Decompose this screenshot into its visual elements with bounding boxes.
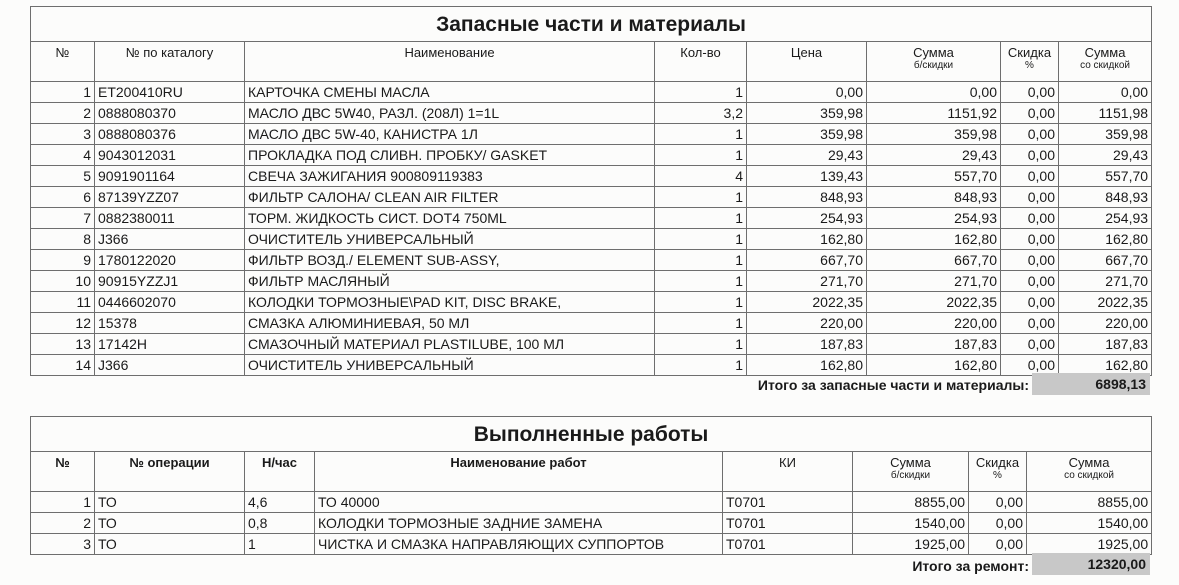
table-row xyxy=(31,492,1152,513)
norm-hours: 4,6 xyxy=(245,492,315,513)
norm-hours: 1 xyxy=(245,534,315,555)
sum-no-discount: 848,93 xyxy=(867,187,1001,208)
price: 0,00 xyxy=(747,82,867,103)
catalog-number: 0888080376 xyxy=(95,124,245,145)
table-row xyxy=(31,229,1152,250)
col-operation: № операции xyxy=(95,452,245,492)
sum-with-discount: 848,93 xyxy=(1059,187,1152,208)
item-name: СВЕЧА ЗАЖИГАНИЯ 900809119383 xyxy=(245,166,655,187)
catalog-number: 90915YZZJ1 xyxy=(95,271,245,292)
sum-no-discount: 1151,92 xyxy=(867,103,1001,124)
col-discount-label: Скидка xyxy=(975,455,1020,470)
price: 359,98 xyxy=(747,103,867,124)
item-name: ПРОКЛАДКА ПОД СЛИВН. ПРОБКУ/ GASKET xyxy=(245,145,655,166)
item-name: МАСЛО ДВС 5W-40, КАНИСТРА 1Л xyxy=(245,124,655,145)
quantity: 1 xyxy=(655,271,747,292)
discount: 0,00 xyxy=(1001,229,1059,250)
sum-no-discount: 162,80 xyxy=(867,355,1001,376)
sum-no-discount: 8855,00 xyxy=(853,492,969,513)
col-num: № xyxy=(31,42,95,82)
work-name: ТО 40000 xyxy=(315,492,723,513)
row-number: 13 xyxy=(31,334,95,355)
catalog-number: J366 xyxy=(95,355,245,376)
sum-with-discount: 271,70 xyxy=(1059,271,1152,292)
sum-no-discount: 254,93 xyxy=(867,208,1001,229)
table-row xyxy=(31,250,1152,271)
discount: 0,00 xyxy=(1001,250,1059,271)
quantity: 3,2 xyxy=(655,103,747,124)
col-sum-disc-label: Сумма xyxy=(1084,45,1126,60)
col-sum-sub: б/скидки xyxy=(913,60,954,71)
row-number: 11 xyxy=(31,292,95,313)
col-sum-sub: б/скидки xyxy=(890,470,931,481)
item-name: ОЧИСТИТЕЛЬ УНИВЕРСАЛЬНЫЙ xyxy=(245,355,655,376)
item-name: ОЧИСТИТЕЛЬ УНИВЕРСАЛЬНЫЙ xyxy=(245,229,655,250)
work-name: ЧИСТКА И СМАЗКА НАПРАВЛЯЮЩИХ СУППОРТОВ xyxy=(315,534,723,555)
price: 271,70 xyxy=(747,271,867,292)
discount: 0,00 xyxy=(1001,313,1059,334)
sum-with-discount: 557,70 xyxy=(1059,166,1152,187)
operation-number: ТО xyxy=(95,492,245,513)
discount: 0,00 xyxy=(969,492,1027,513)
item-name: МАСЛО ДВС 5W40, РАЗЛ. (208Л) 1=1L xyxy=(245,103,655,124)
operation-number: ТО xyxy=(95,513,245,534)
sum-no-discount: 2022,35 xyxy=(867,292,1001,313)
works-title: Выполненные работы xyxy=(31,417,1152,452)
sum-no-discount: 271,70 xyxy=(867,271,1001,292)
row-number: 14 xyxy=(31,355,95,376)
quantity: 1 xyxy=(655,355,747,376)
discount: 0,00 xyxy=(1001,82,1059,103)
col-num: № xyxy=(31,452,95,492)
discount: 0,00 xyxy=(1001,355,1059,376)
col-catalog: № по каталогу xyxy=(95,42,245,82)
catalog-number: 9091901164 xyxy=(95,166,245,187)
row-number: 4 xyxy=(31,145,95,166)
table-row xyxy=(31,355,1152,376)
col-sum-disc-sub: со скидкой xyxy=(1080,60,1130,71)
table-row xyxy=(31,292,1152,313)
item-name: ФИЛЬТР ВОЗД./ ELEMENT SUB-ASSY, xyxy=(245,250,655,271)
discount: 0,00 xyxy=(969,513,1027,534)
sum-no-discount: 0,00 xyxy=(867,82,1001,103)
price: 2022,35 xyxy=(747,292,867,313)
row-number: 2 xyxy=(31,513,95,534)
sum-with-discount: 162,80 xyxy=(1059,229,1152,250)
table-row xyxy=(31,82,1152,103)
catalog-number: ET200410RU xyxy=(95,82,245,103)
discount: 0,00 xyxy=(969,534,1027,555)
col-discount xyxy=(1001,42,1059,82)
work-name: КОЛОДКИ ТОРМОЗНЫЕ ЗАДНИЕ ЗАМЕНА xyxy=(315,513,723,534)
quantity: 1 xyxy=(655,250,747,271)
catalog-number: 1780122020 xyxy=(95,250,245,271)
price: 848,93 xyxy=(747,187,867,208)
col-discount-sub: % xyxy=(1025,60,1034,71)
sum-no-discount: 187,83 xyxy=(867,334,1001,355)
table-row xyxy=(31,103,1152,124)
discount: 0,00 xyxy=(1001,166,1059,187)
col-work-name: Наименование работ xyxy=(315,452,723,492)
price: 139,43 xyxy=(747,166,867,187)
parts-total-value: 6898,13 xyxy=(1032,373,1150,395)
price: 162,80 xyxy=(747,229,867,250)
sum-no-discount: 1540,00 xyxy=(853,513,969,534)
row-number: 6 xyxy=(31,187,95,208)
parts-total-label: Итого за запасные части и материалы: xyxy=(757,377,1029,393)
quantity: 1 xyxy=(655,124,747,145)
sum-no-discount: 220,00 xyxy=(867,313,1001,334)
row-number: 12 xyxy=(31,313,95,334)
row-number: 5 xyxy=(31,166,95,187)
price: 220,00 xyxy=(747,313,867,334)
sum-with-discount: 254,93 xyxy=(1059,208,1152,229)
catalog-number: 15378 xyxy=(95,313,245,334)
catalog-number: 87139YZZ07 xyxy=(95,187,245,208)
discount: 0,00 xyxy=(1001,334,1059,355)
sum-with-discount: 220,00 xyxy=(1059,313,1152,334)
table-row xyxy=(31,166,1152,187)
price: 29,43 xyxy=(747,145,867,166)
row-number: 10 xyxy=(31,271,95,292)
ki-code: T0701 xyxy=(723,534,853,555)
col-discount-sub: % xyxy=(993,470,1002,481)
sum-with-discount: 8855,00 xyxy=(1027,492,1152,513)
row-number: 3 xyxy=(31,124,95,145)
works-total-label: Итого за ремонт: xyxy=(912,558,1029,574)
col-ki: КИ xyxy=(723,452,853,492)
sum-with-discount: 359,98 xyxy=(1059,124,1152,145)
sum-with-discount: 29,43 xyxy=(1059,145,1152,166)
price: 162,80 xyxy=(747,355,867,376)
quantity: 1 xyxy=(655,313,747,334)
table-row xyxy=(31,271,1152,292)
parts-table xyxy=(30,6,1152,376)
quantity: 1 xyxy=(655,82,747,103)
col-sum-disc-label: Сумма xyxy=(1068,455,1110,470)
sum-with-discount: 2022,35 xyxy=(1059,292,1152,313)
sum-no-discount: 359,98 xyxy=(867,124,1001,145)
works-total-value: 12320,00 xyxy=(1032,553,1150,575)
quantity: 1 xyxy=(655,187,747,208)
catalog-number: 0446602070 xyxy=(95,292,245,313)
discount: 0,00 xyxy=(1001,292,1059,313)
table-row xyxy=(31,208,1152,229)
row-number: 8 xyxy=(31,229,95,250)
sum-with-discount: 1925,00 xyxy=(1027,534,1152,555)
discount: 0,00 xyxy=(1001,208,1059,229)
quantity: 1 xyxy=(655,229,747,250)
price: 359,98 xyxy=(747,124,867,145)
catalog-number: 0882380011 xyxy=(95,208,245,229)
catalog-number: 17142H xyxy=(95,334,245,355)
ki-code: T0701 xyxy=(723,513,853,534)
works-table xyxy=(30,416,1152,555)
table-row xyxy=(31,145,1152,166)
sum-no-discount: 1925,00 xyxy=(853,534,969,555)
sum-no-discount: 667,70 xyxy=(867,250,1001,271)
col-hours: Н/час xyxy=(245,452,315,492)
table-row xyxy=(31,334,1152,355)
sum-with-discount: 667,70 xyxy=(1059,250,1152,271)
row-number: 7 xyxy=(31,208,95,229)
row-number: 9 xyxy=(31,250,95,271)
catalog-number: 9043012031 xyxy=(95,145,245,166)
price: 667,70 xyxy=(747,250,867,271)
parts-title: Запасные части и материалы xyxy=(31,7,1152,42)
ki-code: T0701 xyxy=(723,492,853,513)
sum-with-discount: 162,80 xyxy=(1059,355,1152,376)
price: 254,93 xyxy=(747,208,867,229)
item-name: СМАЗОЧНЫЙ МАТЕРИАЛ PLASTILUBE, 100 МЛ xyxy=(245,334,655,355)
price: 187,83 xyxy=(747,334,867,355)
col-sum xyxy=(853,452,969,492)
row-number: 2 xyxy=(31,103,95,124)
sum-with-discount: 1151,98 xyxy=(1059,103,1152,124)
table-row xyxy=(31,124,1152,145)
table-row xyxy=(31,513,1152,534)
item-name: СМАЗКА АЛЮМИНИЕВАЯ, 50 МЛ xyxy=(245,313,655,334)
col-sum-label: Сумма xyxy=(890,455,931,470)
item-name: ФИЛЬТР САЛОНА/ CLEAN AIR FILTER xyxy=(245,187,655,208)
item-name: ТОРМ. ЖИДКОСТЬ СИСТ. DOT4 750ML xyxy=(245,208,655,229)
discount: 0,00 xyxy=(1001,103,1059,124)
sum-no-discount: 162,80 xyxy=(867,229,1001,250)
catalog-number: 0888080370 xyxy=(95,103,245,124)
quantity: 1 xyxy=(655,334,747,355)
row-number: 1 xyxy=(31,492,95,513)
item-name: КАРТОЧКА СМЕНЫ МАСЛА xyxy=(245,82,655,103)
col-discount-label: Скидка xyxy=(1007,45,1052,60)
quantity: 1 xyxy=(655,145,747,166)
sum-with-discount: 1540,00 xyxy=(1027,513,1152,534)
row-number: 3 xyxy=(31,534,95,555)
table-row xyxy=(31,313,1152,334)
col-sum-discounted xyxy=(1059,42,1152,82)
col-name: Наименование xyxy=(245,42,655,82)
discount: 0,00 xyxy=(1001,187,1059,208)
operation-number: ТО xyxy=(95,534,245,555)
discount: 0,00 xyxy=(1001,124,1059,145)
col-sum-label: Сумма xyxy=(913,45,954,60)
col-sum-discounted xyxy=(1027,452,1152,492)
discount: 0,00 xyxy=(1001,145,1059,166)
sum-with-discount: 0,00 xyxy=(1059,82,1152,103)
quantity: 1 xyxy=(655,292,747,313)
item-name: КОЛОДКИ ТОРМОЗНЫЕ\PAD KIT, DISC BRAKE, xyxy=(245,292,655,313)
discount: 0,00 xyxy=(1001,271,1059,292)
sum-with-discount: 187,83 xyxy=(1059,334,1152,355)
col-discount xyxy=(969,452,1027,492)
quantity: 1 xyxy=(655,208,747,229)
col-qty: Кол-во xyxy=(655,42,747,82)
col-price: Цена xyxy=(747,42,867,82)
row-number: 1 xyxy=(31,82,95,103)
sum-no-discount: 29,43 xyxy=(867,145,1001,166)
item-name: ФИЛЬТР МАСЛЯНЫЙ xyxy=(245,271,655,292)
catalog-number: J366 xyxy=(95,229,245,250)
table-row xyxy=(31,534,1152,555)
col-sum xyxy=(867,42,1001,82)
table-row xyxy=(31,187,1152,208)
sum-no-discount: 557,70 xyxy=(867,166,1001,187)
col-sum-disc-sub: со скидкой xyxy=(1064,470,1114,481)
quantity: 4 xyxy=(655,166,747,187)
norm-hours: 0,8 xyxy=(245,513,315,534)
